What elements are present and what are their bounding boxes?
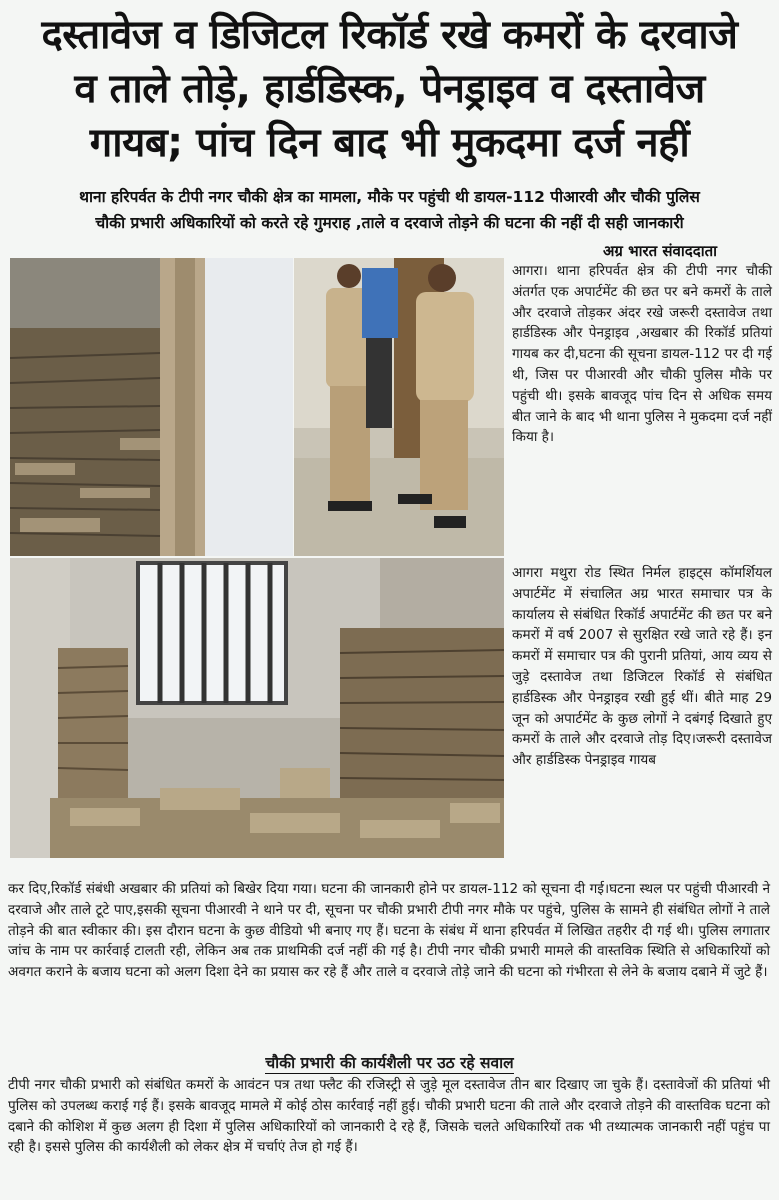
photo-newspaper-stacks-doorway [10, 258, 293, 556]
headline-line-1: दस्तावेज व डिजिटल रिकॉर्ड रखे कमरों के दरवाजे [41, 12, 738, 58]
section-heading [0, 1051, 779, 1073]
headline [6, 8, 773, 170]
article-paragraph-3: कर दिए,रिकॉर्ड संबंधी अखबार की प्रतियां को बिखेर दिया गया। घटना की जानकारी होने पर डायल-112 को सूचना दी गई।घटना स्थल पर पहुंची पीआरवी ने दरवाजे और ताले टूटे पाए,इसकी सूचना पीआरवी ने थाने पर दी, सूचना पर चौकी प्रभारी टीपी नगर मौके पर पहुंचे, पुलिस के सामने ही संबंधित लोगों ने ताले तोड़ने की बात स्वीकार की। इस दौरान घटना के कुछ वीडियो भी बनाए गए हैं। घटना के संबंध में थाना हरिपर्वत में लिखित तहरीर दी गई थी। पुलिस लगातार जांच के नाम पर कार्रवाई टालती रही, लेकिन अब तक प्राथमिकी दर्ज नहीं की गई है। टीपी नगर चौकी प्रभारी मामले की वास्तविक स्थिति से अधिकारियों को अवगत कराने के बजाय घटना को अलग दिशा देने का प्रयास कर रहे हैं और ताले व दरवाजे तोड़े जाने की घटना को गंभीरता से लेने के बजाय दबाने में जुटे हैं। [8, 881, 770, 981]
article-paragraph-1: आगरा। थाना हरिपर्वत क्षेत्र की टीपी नगर चौकी अंतर्गत एक अपार्टमेंट की छत पर बने कमरों के ताले और दरवाजे तोड़कर अंदर रखे जरूरी दस्तावेज तथा हार्डडिस्क और पेनड्राइव ,अखबार की रिकॉर्ड प्रतियां गायब कर दी,घटना की सूचना डायल-112 पर दी गई थी, जिस पर पीआरवी और चौकी पुलिस मौके पर पहुंची थी। इसके बावजूद पांच दिन से अधिक समय बीत जाने के बाद भी थाना पुलिस ने मुकदमा दर्ज नहीं किया है। [512, 263, 772, 446]
subheadline-line-2: चौकी प्रभारी अधिकारियों को करते रहे गुमराह ,ताले व दरवाजे तोड़ने की घटना की नहीं दी सही जानकारी [95, 214, 684, 232]
article-paragraph-2: आगरा मथुरा रोड स्थित निर्मल हाइट्स कॉमर्शियल अपार्टमेंट में संचालित अग्र भारत समाचार पत्र के कार्यालय से संबंधित रिकॉर्ड अपार्टमेंट की छत पर बने कमरों में वर्ष 2007 से सुरक्षित रखे जाते रहे हैं। इन कमरों में समाचार पत्र की पुरानी प्रतियां, आय व्यय से जुड़े दस्तावेज तथा डिजिटल रिकॉर्ड से संबंधित हार्डडिस्क और पेनड्राइव रखी हुई थीं। बीते माह 29 जून को अपार्टमेंट के कुछ लोगों ने दबंगई दिखाते हुए कमरों के ताले और दरवाजे तोड़ दिए।जरूरी दस्तावेज और हार्डडिस्क पेनड्राइव गायब [512, 565, 772, 769]
article-paragraph-4: टीपी नगर चौकी प्रभारी को संबंधित कमरों के आवंटन पत्र तथा फ्लैट की रजिस्ट्री से जुड़े मूल दस्तावेज तीन बार दिखाए जा चुके हैं। दस्तावेजों की प्रतियां भी पुलिस को उपलब्ध कराई गई हैं। इसके बावजूद मामले में कोई ठोस कार्रवाई नहीं हुई। चौकी प्रभारी घटना की ताले और दरवाजे तोड़ने की वास्तविक घटना को दबाने की कोशिश में कुछ अलग ही दिशा में पुलिस अधिकारियों को जानकारी दे रहे हैं, जिसके चलते अधिकारियों तक भी तथ्यात्मक जानकारी नहीं पहुंच पा रही है। इससे पुलिस की कार्यशैली को लेकर क्षेत्र में चर्चाएं तेज हो गई हैं। [8, 1077, 770, 1156]
section-heading-text: चौकी प्रभारी की कार्यशैली पर उठ रहे सवाल [265, 1054, 514, 1072]
photo-room-scattered-records [10, 558, 504, 858]
headline-line-2: व ताले तोड़े, हार्डडिस्क, पेनड्राइव व दस्तावेज [74, 66, 705, 112]
headline-line-3: गायब; पांच दिन बाद भी मुकदमा दर्ज नहीं [89, 120, 690, 166]
byline: अग्र भारत संवाददाता [602, 242, 718, 260]
subheadline-line-1: थाना हरिपर्वत के टीपी नगर चौकी क्षेत्र का मामला, मौके पर पहुंची थी डायल-112 पीआरवी और चौकी पुलिस [79, 188, 700, 206]
photo-police-officers [294, 258, 504, 556]
